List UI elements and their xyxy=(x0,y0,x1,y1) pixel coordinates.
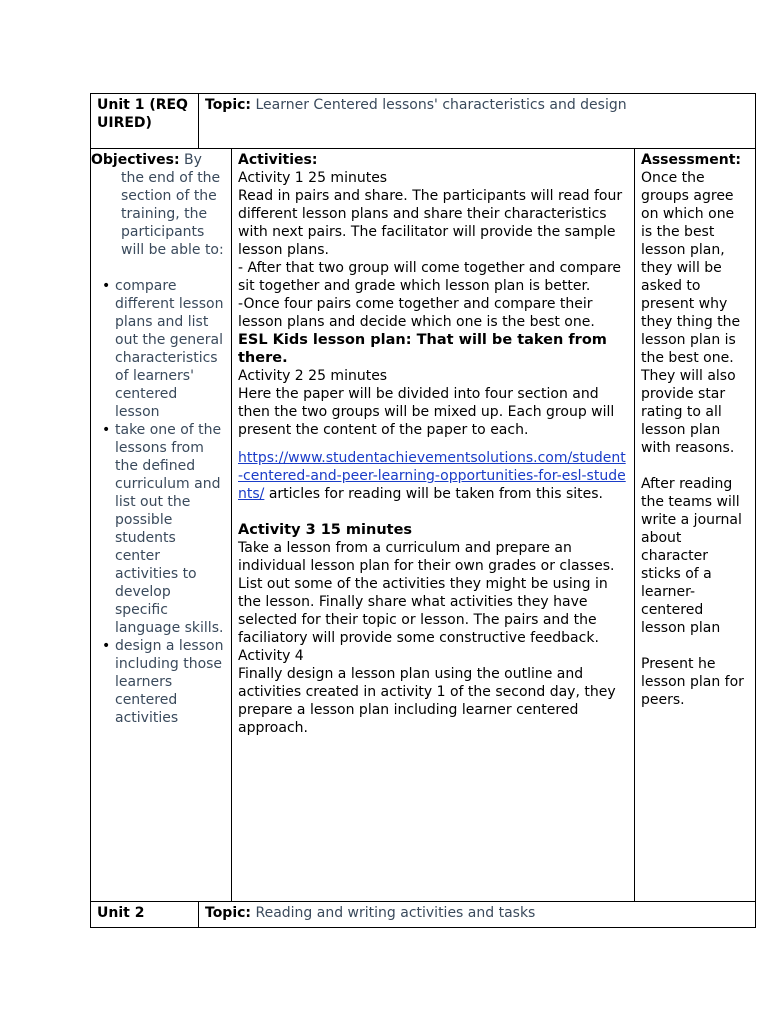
esl-kids-heading: ESL Kids lesson plan: That will be taken from there. xyxy=(238,332,607,366)
objectives-cell xyxy=(91,149,232,902)
spacer xyxy=(641,637,749,655)
activity1-paragraph: Read in pairs and share. The participants will read four different lesson plans and share their characteristics with next pairs. The facilitator will provide the sample lesson plans. xyxy=(238,188,623,258)
assessment-paragraph: Once the groups agree on which one is the best lesson plan, they will be asked to present why they thing the lesson plan is the best one. They will also provide star rating to all lesson plan with reasons. xyxy=(641,170,741,456)
objective-item: • take one of the lessons from the defined curriculum and list out the possible students center activities to develop specific language skills. xyxy=(101,421,225,637)
activity4-paragraph: Finally design a lesson plan using the outline and activities created in activity 1 of the second day, they prepare a lesson plan including learner centered approach. xyxy=(238,666,616,736)
unit1-topic-text: Learner Centered lessons' characteristics and design xyxy=(255,97,627,113)
link-paragraph xyxy=(238,449,628,503)
objectives-intro xyxy=(91,151,225,259)
spacer xyxy=(238,503,628,521)
unit2-topic-text: Reading and writing activities and tasks xyxy=(255,905,536,921)
lesson-plan-document xyxy=(90,93,755,928)
activity3-paragraph: Take a lesson from a curriculum and prepare an individual lesson plan for their own grades or classes. xyxy=(238,540,615,574)
activity3-heading: Activity 3 15 minutes xyxy=(238,522,413,538)
assessment-paragraph: Present he lesson plan for peers. xyxy=(641,656,744,708)
unit2-label: Unit 2 xyxy=(91,902,199,928)
student-achievement-link[interactable]: https://www.studentachievementsolutions.com/student-centered-and-peer-learning-opportunities-for-esl-students/ xyxy=(238,450,626,502)
assessment-cell xyxy=(635,149,756,902)
unit1-label-text: Unit 1 (REQUIRED) xyxy=(97,97,188,131)
spacer xyxy=(641,457,749,475)
unit2-topic-cell xyxy=(199,902,756,928)
activity3-paragraph: List out some of the activities they might be using in the lesson. Finally share what activities they have selected for their topic or lesson. The pairs and the faciliatory will provide some constructive feedback. xyxy=(238,576,608,646)
unit1-label xyxy=(91,94,199,149)
unit1-topic-label: Topic: xyxy=(205,97,252,113)
assessment-label: Assessment: xyxy=(641,152,742,168)
activities-cell xyxy=(232,149,635,902)
activity4-heading: Activity 4 xyxy=(238,648,304,664)
objectives-label: Objectives: xyxy=(91,152,180,168)
objectives-intro-text: By the end of the section of the training, the participants will be able to: xyxy=(121,152,224,258)
unit2-topic-label: Topic: xyxy=(205,905,252,921)
activity1-heading: Activity 1 25 minutes xyxy=(238,170,388,186)
objectives-list xyxy=(91,277,225,727)
assessment-paragraph: After reading the teams will write a journal about character sticks of a learner-centered lesson plan xyxy=(641,476,742,636)
unit1-row xyxy=(91,94,756,149)
activities-label: Activities: xyxy=(238,152,318,168)
activity2-heading: Activity 2 25 minutes xyxy=(238,368,388,384)
unit1-topic-cell xyxy=(199,94,756,149)
unit2-row xyxy=(91,902,756,928)
spacer xyxy=(238,439,628,449)
unit1-content-row xyxy=(91,149,756,902)
activity1-paragraph: -Once four pairs come together and compare their lesson plans and decide which one is the best one. xyxy=(238,296,595,330)
activity1-paragraph: - After that two group will come together and compare sit together and grade which lesson plan is better. xyxy=(238,260,622,294)
link-after-text: articles for reading will be taken from this sites. xyxy=(264,486,603,502)
objective-item: • compare different lesson plans and list out the general characteristics of learners' centered lesson xyxy=(101,277,225,421)
lesson-plan-table xyxy=(90,93,756,928)
activity2-paragraph: Here the paper will be divided into four section and then the two groups will be mixed up. Each group will present the content of the paper to each. xyxy=(238,386,615,438)
objective-item: • design a lesson including those learners centered activities xyxy=(101,637,225,727)
